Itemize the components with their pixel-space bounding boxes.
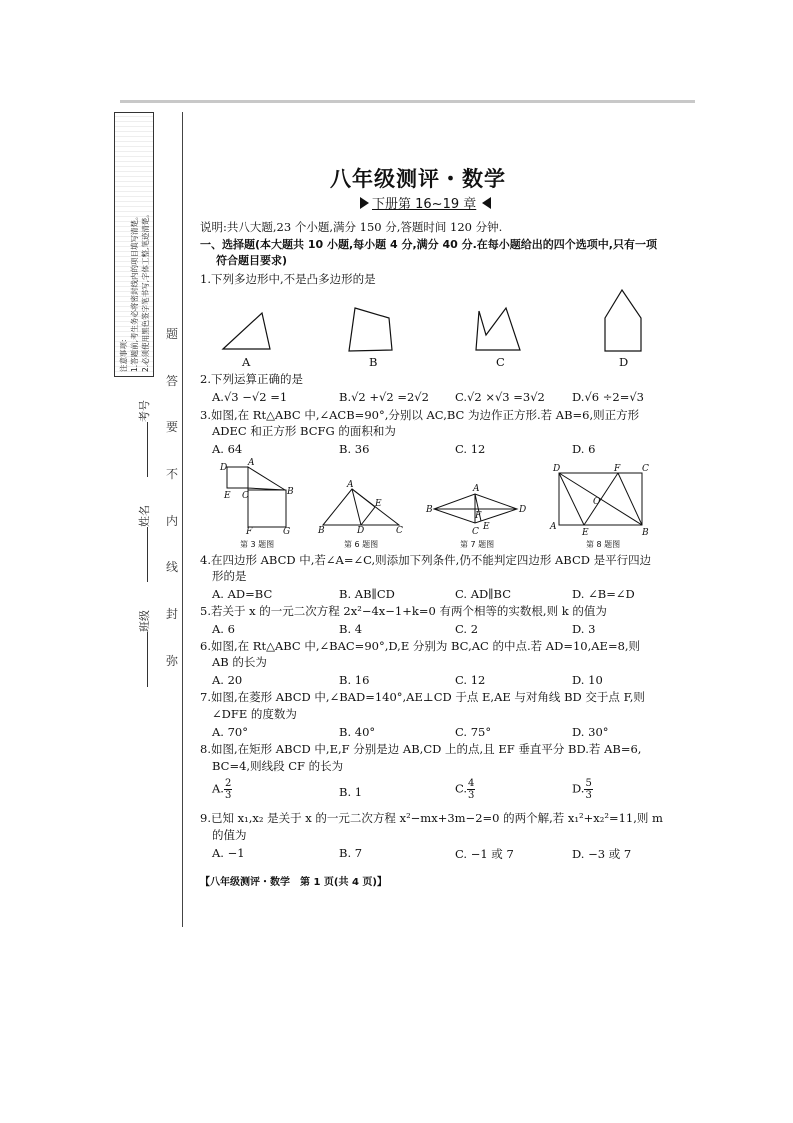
q9-option-b[interactable]: B. 7 bbox=[339, 846, 363, 860]
geometry-figures bbox=[0, 0, 793, 560]
q4-option-d[interactable]: D. ∠B=∠D bbox=[572, 587, 635, 601]
seal-char: 封 bbox=[166, 607, 179, 621]
q2-option-b[interactable]: B.√2 +√2 =2√2 bbox=[339, 390, 429, 404]
q9-line-2: 的值为 bbox=[212, 828, 247, 842]
q4-line-1: 4.在四边形 ABCD 中,若∠A=∠C,则添加下列条件,仍不能判定四边形 ABCD 是平行四边 bbox=[200, 553, 652, 567]
q4-option-c[interactable]: C. AD∥BC bbox=[455, 587, 512, 601]
q7-option-b[interactable]: B. 40° bbox=[339, 725, 376, 739]
q3-option-b[interactable]: B. 36 bbox=[339, 442, 370, 456]
q3-line-2: ADEC 和正方形 BCFG 的面积和为 bbox=[212, 424, 396, 438]
svg-text:B: B bbox=[318, 526, 325, 536]
seal-char: 不 bbox=[166, 467, 179, 481]
svg-text:A: A bbox=[248, 458, 255, 468]
q3-option-c[interactable]: C. 12 bbox=[455, 442, 486, 456]
figure-8-labels bbox=[549, 464, 649, 538]
q6-option-a[interactable]: A. 20 bbox=[212, 673, 243, 687]
q8-option-a-fraction bbox=[224, 778, 232, 801]
svg-text:B: B bbox=[642, 528, 649, 538]
figure-caption-3: 第 3 题图 bbox=[240, 540, 275, 549]
q2-option-a[interactable]: A.√3 −√2 =1 bbox=[212, 390, 288, 404]
class-field[interactable] bbox=[136, 610, 152, 690]
svg-text:A: A bbox=[550, 522, 557, 532]
q4-line-2: 形的是 bbox=[212, 569, 247, 583]
q1-option-d[interactable]: D bbox=[619, 355, 629, 369]
q1-stem: 1.下列多边形中,不是凸多边形的是 bbox=[200, 272, 376, 286]
numerator: 5 bbox=[585, 778, 592, 789]
denominator: 3 bbox=[224, 790, 232, 801]
svg-text:C: C bbox=[396, 526, 403, 536]
figure-3-labels bbox=[219, 458, 294, 537]
q5-option-c[interactable]: C. 2 bbox=[455, 622, 479, 636]
q3-option-d[interactable]: D. 6 bbox=[572, 442, 596, 456]
name-label: 姓名 bbox=[138, 505, 151, 527]
q8-option-d-fraction bbox=[584, 778, 592, 801]
svg-text:A: A bbox=[347, 480, 354, 490]
svg-text:B: B bbox=[287, 487, 294, 497]
figure-6 bbox=[323, 489, 399, 525]
denominator: 3 bbox=[585, 790, 592, 801]
svg-text:C: C bbox=[472, 527, 479, 537]
svg-text:E: E bbox=[375, 499, 382, 509]
svg-text:B: B bbox=[426, 505, 433, 515]
q8-option-d[interactable] bbox=[572, 778, 593, 801]
q1-option-a[interactable]: A bbox=[242, 355, 251, 369]
q6-option-d[interactable]: D. 10 bbox=[572, 673, 603, 687]
denominator: 3 bbox=[468, 790, 475, 801]
notice-item-2: 2.必须使用黑色签字笔书写,字体工整,笔迹清楚。 bbox=[141, 210, 150, 372]
q1-option-c[interactable]: C bbox=[496, 355, 505, 369]
q9-option-d[interactable]: D. −3 或 7 bbox=[572, 847, 632, 861]
q8-option-d-prefix: D. bbox=[572, 781, 585, 796]
svg-text:D: D bbox=[220, 463, 228, 473]
q3-line-1: 3.如图,在 Rt△ABC 中,∠ACB=90°,分别以 AC,BC 为边作正方形.若 AB=6,则正方形 bbox=[200, 408, 640, 422]
figure-caption-8: 第 8 题图 bbox=[586, 540, 621, 549]
q6-line-1: 6.如图,在 Rt△ABC 中,∠BAC=90°,D,E 分别为 BC,AC 的中点.若 AD=10,AE=8,则 bbox=[200, 639, 641, 653]
seal-char: 线 bbox=[166, 560, 179, 574]
figure-8 bbox=[559, 473, 642, 525]
q9-option-a[interactable]: A. −1 bbox=[212, 846, 245, 860]
class-label: 班级 bbox=[138, 610, 151, 632]
svg-text:F: F bbox=[475, 511, 482, 521]
numerator: 2 bbox=[224, 778, 232, 789]
q7-line-1: 7.如图,在菱形 ABCD 中,∠BAD=140°,AE⊥CD 于点 E,AE 与对角线 BD 交于点 F,则 bbox=[200, 690, 645, 704]
seal-char: 内 bbox=[166, 514, 179, 528]
q1-option-b[interactable]: B bbox=[369, 355, 378, 369]
section-1-heading-cont: 符合题目要求) bbox=[216, 254, 288, 267]
q6-option-b[interactable]: B. 16 bbox=[339, 673, 370, 687]
svg-text:G: G bbox=[283, 527, 291, 537]
seal-char: 要 bbox=[166, 420, 179, 434]
q3-option-a[interactable]: A. 64 bbox=[212, 442, 243, 456]
figure-3 bbox=[227, 467, 286, 527]
q7-option-c[interactable]: C. 75° bbox=[455, 725, 492, 739]
subtitle-text: 下册第 16~19 章 bbox=[372, 197, 477, 212]
q8-line-2: BC=4,则线段 CF 的长为 bbox=[212, 759, 344, 773]
q4-option-a[interactable]: A. AD=BC bbox=[212, 587, 273, 601]
q8-option-c-prefix: C. bbox=[455, 781, 468, 796]
figure-6-labels bbox=[317, 480, 403, 536]
q5-option-b[interactable]: B. 4 bbox=[339, 622, 363, 636]
q6-option-c[interactable]: C. 12 bbox=[455, 673, 486, 687]
svg-text:D: D bbox=[553, 464, 561, 474]
q8-line-1: 8.如图,在矩形 ABCD 中,E,F 分别是边 AB,CD 上的点,且 EF 垂直平分 BD.若 AB=6, bbox=[200, 742, 642, 756]
exam-number-label: 考号 bbox=[138, 400, 151, 422]
svg-text:E: E bbox=[582, 528, 589, 538]
svg-text:A: A bbox=[473, 484, 480, 494]
figure-caption-7: 第 7 题图 bbox=[460, 540, 495, 549]
svg-text:E: E bbox=[483, 522, 490, 532]
q6-line-2: AB 的长为 bbox=[212, 655, 267, 669]
q7-line-2: ∠DFE 的度数为 bbox=[212, 707, 297, 721]
page-title: 八年级测评・数学 bbox=[330, 167, 506, 191]
svg-text:D: D bbox=[357, 526, 365, 536]
q8-option-c[interactable] bbox=[455, 778, 475, 801]
section-1-heading: 一、选择题(本大题共 10 小题,每小题 4 分,满分 40 分.在每小题给出的四个选项中,只有一项 bbox=[200, 238, 657, 251]
q5-line-1: 5.若关于 x 的一元二次方程 2x²−4x−1+k=0 有两个相等的实数根,则 k 的值为 bbox=[200, 604, 607, 618]
svg-text:F: F bbox=[614, 464, 621, 474]
seal-char: 答 bbox=[166, 374, 179, 388]
svg-text:C: C bbox=[242, 491, 249, 501]
seal-char: 弥 bbox=[166, 654, 179, 668]
numerator: 4 bbox=[468, 778, 475, 789]
seal-char: 题 bbox=[166, 327, 179, 341]
q9-option-c[interactable]: C. −1 或 7 bbox=[455, 847, 514, 861]
q8-option-a[interactable] bbox=[212, 778, 232, 801]
q7-option-d[interactable]: D. 30° bbox=[572, 725, 609, 739]
page-footer: 【八年级测评・数学 第 1 页(共 4 页)】 bbox=[200, 877, 387, 888]
q8-option-b[interactable]: B. 1 bbox=[339, 785, 363, 799]
svg-text:O: O bbox=[593, 497, 601, 507]
q4-option-b[interactable]: B. AB∥CD bbox=[339, 587, 395, 601]
q8-option-c-fraction bbox=[467, 778, 475, 801]
q2-option-c[interactable]: C.√2 ×√3 =3√2 bbox=[455, 390, 545, 404]
svg-text:E: E bbox=[224, 491, 231, 501]
q5-option-d[interactable]: D. 3 bbox=[572, 622, 596, 636]
q2-stem: 2.下列运算正确的是 bbox=[200, 372, 303, 386]
intro-text: 说明:共八大题,23 个小题,满分 150 分,答题时间 120 分钟. bbox=[200, 220, 503, 234]
q2-option-d[interactable]: D.√6 ÷2=√3 bbox=[572, 390, 644, 404]
notice-item-1: 1.答题前,考生务必将密封线内的项目填写清楚。 bbox=[130, 212, 139, 372]
q9-line-1: 9.已知 x₁,x₂ 是关于 x 的一元二次方程 x²−mx+3m−2=0 的两个解,若 x₁²+x₂²=11,则 m bbox=[200, 811, 663, 825]
notice-title: 注意事项: bbox=[119, 339, 128, 372]
svg-text:F: F bbox=[246, 527, 253, 537]
q8-option-a-prefix: A. bbox=[212, 781, 224, 796]
svg-text:C: C bbox=[642, 464, 649, 474]
q7-option-a[interactable]: A. 70° bbox=[212, 725, 248, 739]
figure-caption-6: 第 6 题图 bbox=[344, 540, 379, 549]
q5-option-a[interactable]: A. 6 bbox=[212, 622, 235, 636]
svg-text:D: D bbox=[519, 505, 527, 515]
